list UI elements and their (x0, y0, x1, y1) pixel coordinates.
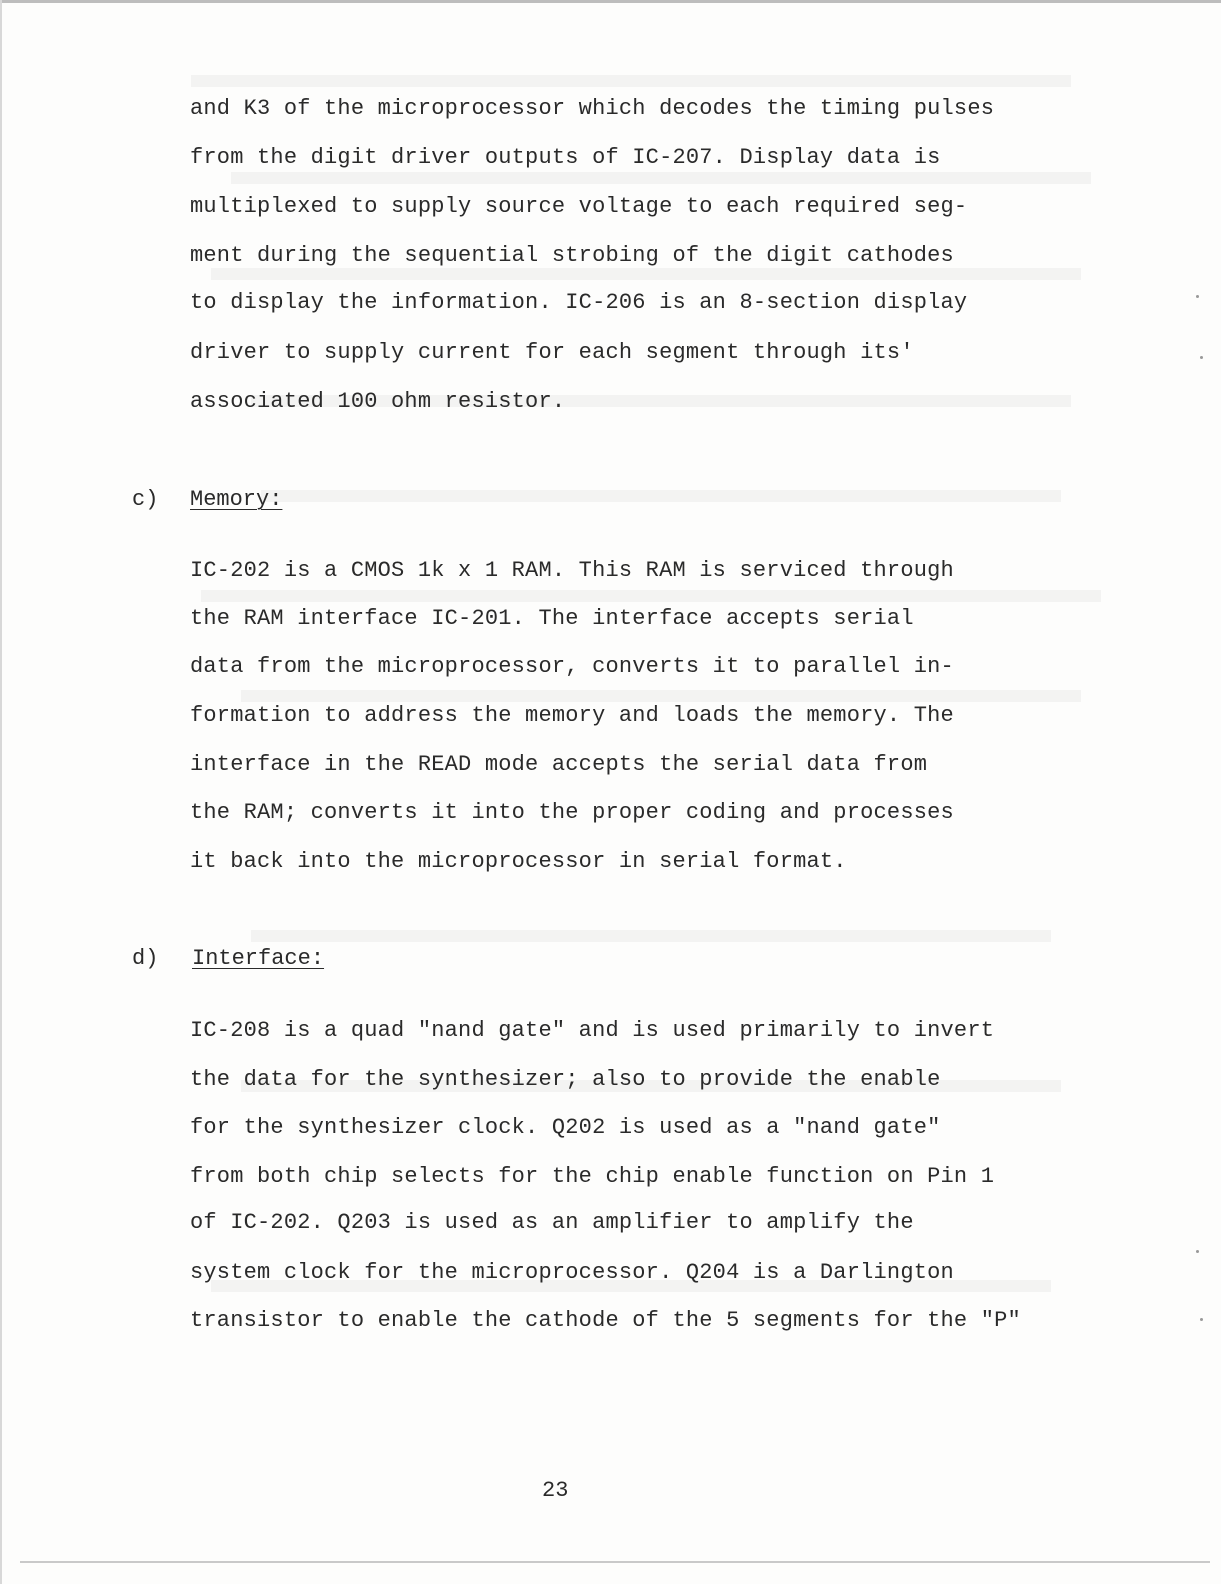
memory-line-7: it back into the microprocessor in serial format. (190, 849, 847, 874)
intro-line-3: multiplexed to supply source voltage to each required seg- (190, 194, 968, 219)
intro-line-7: associated 100 ohm resistor. (190, 389, 566, 414)
scan-speck (1200, 1318, 1203, 1321)
memory-line-3: data from the microprocessor, converts it to parallel in- (190, 654, 954, 679)
interface-line-2: the data for the synthesizer; also to provide the enable (190, 1067, 941, 1092)
memory-line-4: formation to address the memory and loads the memory. The (190, 703, 954, 728)
page-number: 23 (542, 1478, 569, 1503)
scan-speck (1196, 1250, 1199, 1253)
top-edge-rule (0, 0, 1221, 3)
section-d-label: d) (132, 946, 159, 971)
interface-line-4: from both chip selects for the chip enable function on Pin 1 (190, 1164, 995, 1189)
scan-speck (1196, 295, 1199, 298)
scan-speck (1200, 356, 1203, 359)
interface-line-7: transistor to enable the cathode of the 5 segments for the "P" (190, 1308, 1021, 1333)
left-edge-shadow (0, 0, 2, 1584)
interface-line-3: for the synthesizer clock. Q202 is used as a "nand gate" (190, 1115, 941, 1140)
interface-line-6: system clock for the microprocessor. Q204 is a Darlington (190, 1260, 954, 1285)
intro-line-1: and K3 of the microprocessor which decodes the timing pulses (190, 96, 995, 121)
interface-line-1: IC-208 is a quad "nand gate" and is used primarily to invert (190, 1018, 995, 1043)
intro-line-2: from the digit driver outputs of IC-207. Display data is (190, 145, 941, 170)
section-c-title: Memory: (190, 487, 283, 512)
memory-line-5: interface in the READ mode accepts the serial data from (190, 752, 928, 777)
intro-line-5: to display the information. IC-206 is an 8-section display (190, 290, 968, 315)
section-d-title: Interface: (192, 946, 325, 971)
interface-line-5: of IC-202. Q203 is used as an amplifier to amplify the (190, 1210, 914, 1235)
section-c-label: c) (132, 487, 159, 512)
memory-line-2: the RAM interface IC-201. The interface accepts serial (190, 606, 914, 631)
intro-line-6: driver to supply current for each segment through its' (190, 340, 914, 365)
intro-line-4: ment during the sequential strobing of the digit cathodes (190, 243, 954, 268)
bottom-edge-rule (20, 1561, 1210, 1563)
memory-line-6: the RAM; converts it into the proper coding and processes (190, 800, 954, 825)
memory-line-1: IC-202 is a CMOS 1k x 1 RAM. This RAM is serviced through (190, 558, 954, 583)
